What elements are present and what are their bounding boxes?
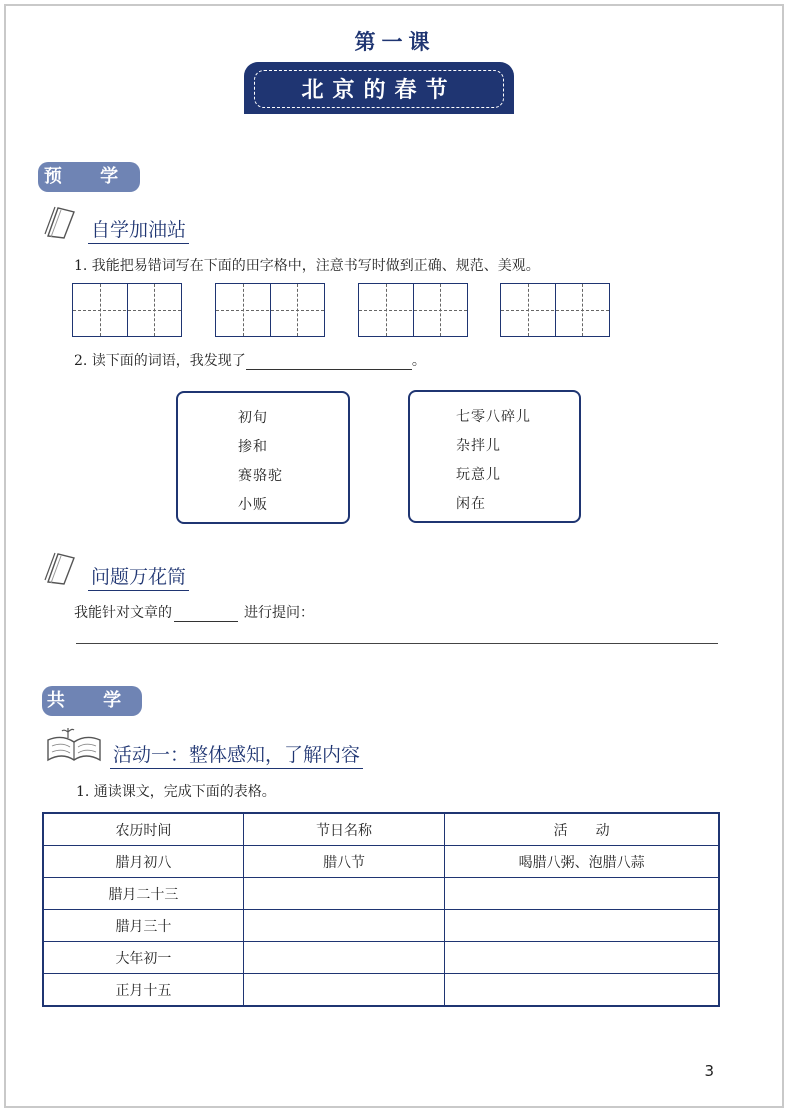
open-book-icon xyxy=(44,726,104,768)
word-group-right xyxy=(408,390,581,523)
tianzige-box-4[interactable] xyxy=(500,283,610,337)
answer-blank-discovery[interactable] xyxy=(246,353,412,370)
table-row xyxy=(43,910,719,942)
header-festival-name: 节日名称 xyxy=(243,813,444,846)
answer-blank-aspect[interactable] xyxy=(174,605,238,622)
question-prompt xyxy=(74,602,314,622)
table-row xyxy=(43,878,719,910)
cell-lunar-date: 腊月初八 xyxy=(43,846,243,878)
cell-lunar-date: 腊月三十 xyxy=(43,910,243,942)
cell-lunar-date: 正月十五 xyxy=(43,974,243,1007)
word-item: 初旬 xyxy=(238,410,268,426)
section-title-question-tube: 问题万花筒 xyxy=(88,562,189,591)
tianzige-box-1[interactable] xyxy=(72,283,182,337)
header-activities: 活 动 xyxy=(445,813,719,846)
table-row xyxy=(43,846,719,878)
cell-festival-name[interactable] xyxy=(243,974,444,1007)
cell-activities[interactable]: 喝腊八粥、泡腊八蒜 xyxy=(445,846,719,878)
cell-lunar-date: 大年初一 xyxy=(43,942,243,974)
notebook-icon xyxy=(42,550,76,586)
table-instruction: 1. 通读课文，完成下面的表格。 xyxy=(76,784,276,800)
table-row xyxy=(43,974,719,1007)
question-2-prefix: 2. 读下面的词语，我发现了 xyxy=(74,353,246,369)
lesson-number: 第一课 xyxy=(354,29,436,54)
cell-festival-name[interactable] xyxy=(243,910,444,942)
notebook-icon xyxy=(42,204,76,240)
section-title-self-study: 自学加油站 xyxy=(88,215,189,244)
festival-table xyxy=(42,812,720,1007)
page-number: 3 xyxy=(704,1062,714,1080)
cell-festival-name[interactable] xyxy=(243,942,444,974)
header-lunar-date: 农历时间 xyxy=(43,813,243,846)
word-item: 掺和 xyxy=(238,439,268,455)
section-title-activity: 活动一：整体感知，了解内容 xyxy=(110,740,363,769)
question-1: 1. 我能把易错词写在下面的田字格中，注意书写时做到正确、规范、美观。 xyxy=(74,258,540,274)
tianzige-box-2[interactable] xyxy=(215,283,325,337)
cell-activities[interactable] xyxy=(445,910,719,942)
section-label-preview: 预 学 xyxy=(38,162,140,192)
table-row xyxy=(43,942,719,974)
title-banner xyxy=(244,62,514,114)
cell-lunar-date: 腊月二十三 xyxy=(43,878,243,910)
cell-festival-name[interactable]: 腊八节 xyxy=(243,846,444,878)
cell-activities[interactable] xyxy=(445,974,719,1007)
section-label-cowork: 共 学 xyxy=(42,686,142,716)
prompt-suffix: 进行提问： xyxy=(244,605,314,621)
word-group-left xyxy=(176,391,350,524)
word-item: 杂拌儿 xyxy=(456,438,501,454)
word-item: 赛骆驼 xyxy=(238,468,283,484)
answer-line[interactable] xyxy=(76,643,718,644)
cell-activities[interactable] xyxy=(445,878,719,910)
word-item: 小贩 xyxy=(238,497,268,513)
prompt-prefix: 我能针对文章的 xyxy=(74,605,172,621)
question-2-suffix: 。 xyxy=(411,353,426,369)
question-2 xyxy=(74,350,426,370)
tianzige-box-3[interactable] xyxy=(358,283,468,337)
word-item: 玩意儿 xyxy=(456,467,501,483)
table-header-row xyxy=(43,813,719,846)
cell-activities[interactable] xyxy=(445,942,719,974)
page-title: 北京的春节 xyxy=(301,77,457,103)
word-item: 七零八碎儿 xyxy=(456,409,531,425)
cell-festival-name[interactable] xyxy=(243,878,444,910)
word-item: 闲在 xyxy=(456,496,486,512)
